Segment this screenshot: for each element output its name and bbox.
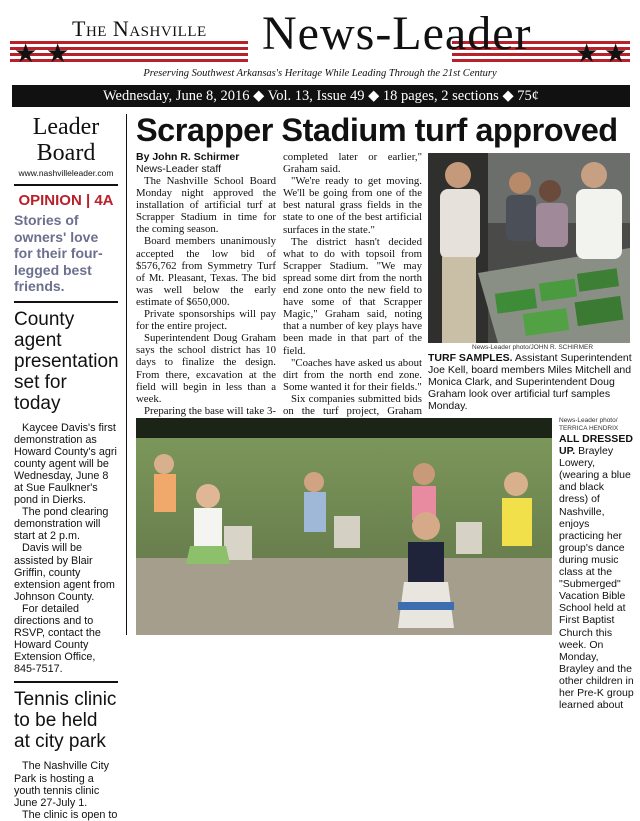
star-icon: ★ [604, 39, 628, 69]
county-agent-headline: County agent presentation set for today [14, 308, 119, 414]
paragraph: The Nashville City Park is hosting a youth tennis clinic June 27-July 1. [14, 760, 110, 809]
paragraph: Davis will be assisted by Blair Griffin, county extension agent from Johnson County. [14, 542, 115, 603]
county-agent-story [14, 422, 118, 676]
story-column-1 [136, 151, 276, 421]
paragraph: Superintendent Doug Graham says the school district has 10 days to finalize the design. From there, excavation at the field will begin in less than a week. [136, 332, 276, 405]
opinion-section-label: OPINION | 4A [18, 192, 114, 209]
paragraph: For detailed directions and to RSVP, contact the Howard County Extension Office, 845-7517. [14, 602, 101, 676]
paragraph: Kaycee Davis's first demonstration as Howard County's agri county agent will be Wednesday, June 8 at Sue Faulkner's pond in Dierks. [14, 421, 117, 507]
turf-samples-photo [428, 153, 630, 343]
staff-line: News-Leader staff [136, 163, 222, 175]
photo-credit: News-Leader photo/ [559, 417, 618, 424]
star-icon: ★ [14, 39, 38, 69]
divider [14, 681, 118, 683]
caption-lead: TURF SAMPLES. [428, 352, 513, 364]
vbs-photo-art [136, 418, 552, 635]
column-divider [126, 114, 127, 635]
photo-credit: News-Leader photo/JOHN R. SCHIRMER [472, 344, 594, 351]
tennis-clinic-headline: Tennis clinic to be held at city park [14, 689, 117, 753]
masthead-the-nashville: The Nashville [72, 16, 207, 41]
turf-samples-photo-art [428, 153, 630, 343]
paragraph: "We're ready to get moving. We'll be going from one of the best natural grass fields in the state to one of the best artificial surfaces in the state." [283, 175, 422, 236]
caption-text: Brayley Lowery, (wearing a blue and black dress) of Nashville, enjoys practicing her group's dance during music class at the "Submerged" Vacation Bible School held at First Baptist Church this week. On Monday, Brayley and the other children in her Pre-K group learned about [559, 445, 634, 712]
byline: By John R. Schirmer [136, 151, 240, 163]
masthead-tagline: Preserving Southwest Arkansas's Heritage While Leading Through the 21st Century [143, 68, 497, 79]
paragraph: Private sponsorships will pay for the entire project. [136, 308, 276, 333]
turf-samples-caption [428, 352, 632, 412]
tennis-clinic-story [14, 760, 118, 820]
star-icon: ★ [46, 39, 70, 69]
vacation-bible-school-photo [136, 418, 552, 635]
vbs-caption [559, 417, 634, 711]
caption-lead: ALL DRESSED UP. [559, 433, 633, 458]
divider [14, 184, 118, 186]
paragraph: "Coaches have asked us about dirt from the north end zone. Some wanted it for their fields." [283, 356, 422, 393]
story-column-2 [283, 151, 422, 417]
paragraph: The Nashville School Board Monday night approved the installation of artificial turf at Scrapper Stadium in time for the coming season. [136, 175, 276, 236]
paragraph-continued: completed later or earlier," Graham said. [283, 151, 422, 176]
leader-board-title-1: Leader [32, 114, 100, 140]
divider [14, 301, 118, 303]
paragraph: The pond clearing demonstration will start at 2 p.m. [14, 506, 109, 543]
opinion-teaser: Stories of owners' love for their four-legged best friends. [14, 212, 103, 294]
paragraph: Board members unanimously accepted the low bid of $576,762 from Symmetry Turf of Mt. Pleasant, Texas. The bid was well below the early estimate of $650,000. [136, 235, 276, 308]
website-url[interactable]: www.nashvilleleader.com [18, 168, 114, 178]
masthead-title: News-Leader [262, 7, 532, 60]
star-icon: ★ [575, 39, 599, 69]
paragraph: The clinic is open to [22, 808, 118, 821]
leader-board-title-2: Board [36, 140, 96, 166]
dateline-bar: Wednesday, June 8, 2016 ◆ Vol. 13, Issue 49 ◆ 18 pages, 2 sections ◆ 75¢ [12, 85, 630, 107]
masthead [0, 0, 640, 86]
caption-text: Assistant Superintendent Joe Kell, board members Miles Mitchell and Monica Clark, and Superintendent Doug Graham look over artificial turf samples Monday. [428, 352, 632, 412]
main-headline: Scrapper Stadium turf approved [136, 112, 618, 148]
photo-credit: TERRICA HENDRIX [559, 425, 619, 432]
leader-board-sidebar [14, 114, 119, 821]
paragraph: Six companies submitted bids on the turf project, Graham [283, 392, 422, 417]
paragraph: Preparing the base will take 3- [144, 404, 276, 417]
paragraph: The district hasn't decided what to do with topsoil from Scrapper Stadium. "We may spread some dirt from the north end zone onto the new field to have some of that Scrapper Magic," Graham said, noting that a number of key plays have been made in that part of the field. [283, 235, 422, 357]
